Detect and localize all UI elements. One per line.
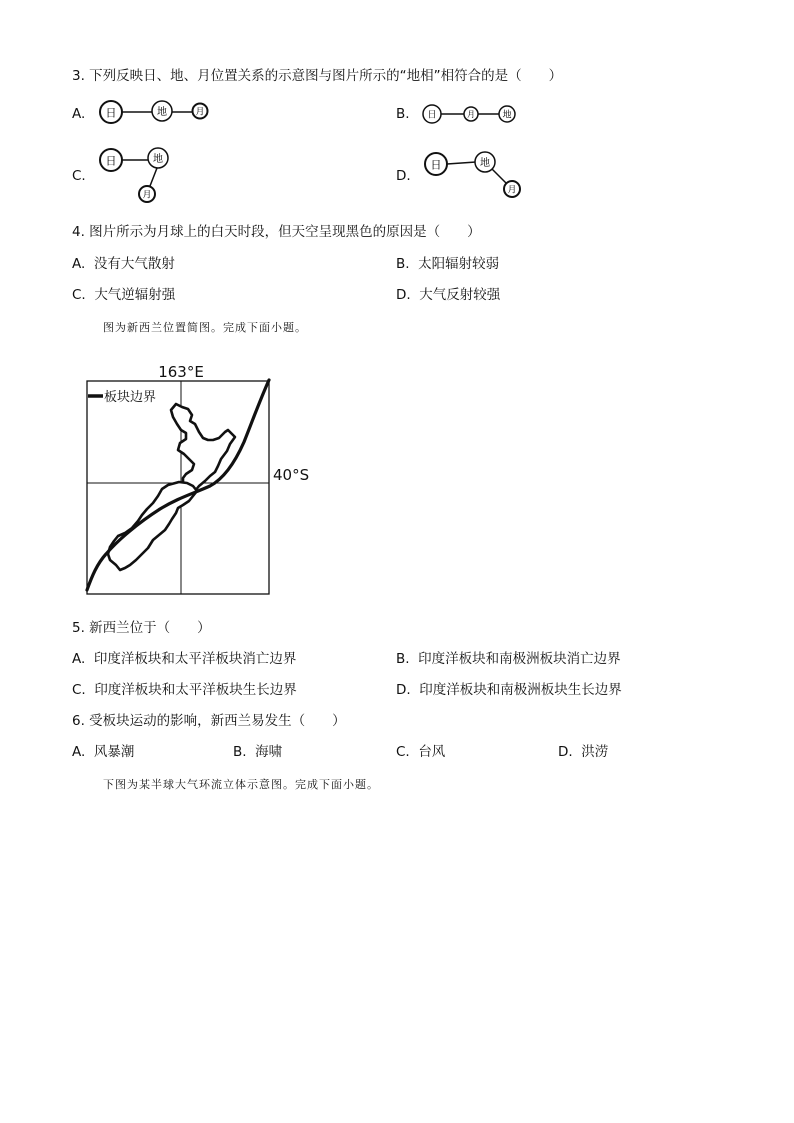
circulation-intro: 下图为某半球大气环流立体示意图。完成下面小题。 — [103, 778, 379, 791]
q5-option-d — [396, 681, 622, 699]
q4-option-b — [396, 255, 499, 273]
longitude-label: 163°E — [158, 363, 204, 381]
option-letter: C. — [72, 287, 86, 303]
q3-option-c-diagram — [95, 144, 180, 206]
new-zealand-map — [80, 360, 320, 600]
q3-option-c-letter: C. — [72, 168, 86, 184]
option-text: 印度洋板块和太平洋板块生长边界 — [94, 682, 297, 698]
earth-label: 地 — [157, 107, 167, 118]
option-text: 洪涝 — [581, 744, 609, 760]
q4-stem: 4. 图片所示为月球上的白天时段，但天空呈现黑色的原因是（ ） — [72, 224, 481, 240]
option-text: 太阳辐射较弱 — [418, 256, 500, 272]
option-letter: A. — [72, 651, 86, 667]
q6-stem: 6. 受板块运动的影响，新西兰易发生（ ） — [72, 713, 346, 729]
q3-option-a-letter: A. — [72, 106, 86, 122]
option-letter: B. — [233, 744, 247, 760]
q3-option-d-letter: D. — [396, 168, 411, 184]
latitude-label: 40°S — [273, 466, 310, 484]
option-letter: B. — [396, 651, 410, 667]
q3-option-b-diagram — [418, 102, 523, 126]
option-text: 风暴潮 — [93, 744, 135, 760]
option-letter: A. — [72, 744, 86, 760]
option-letter: C. — [72, 682, 86, 698]
q5-option-b — [396, 650, 621, 668]
option-text: 印度洋板块和南极洲板块生长边界 — [419, 682, 622, 698]
moon-label: 月 — [195, 107, 205, 118]
option-text: 海啸 — [255, 744, 283, 760]
q3-option-d-diagram — [420, 148, 525, 203]
moon-label: 月 — [467, 110, 475, 119]
q5-stem: 5. 新西兰位于（ ） — [72, 620, 211, 636]
option-letter: C. — [396, 744, 410, 760]
option-letter: D. — [396, 682, 411, 698]
sun-label: 日 — [105, 106, 117, 120]
q3-option-b-letter: B. — [396, 106, 410, 122]
q4-option-c — [72, 286, 175, 304]
q6-option-b — [233, 743, 282, 761]
option-letter: B. — [396, 256, 410, 272]
q4-option-d — [396, 286, 500, 304]
q6-option-c — [396, 743, 445, 761]
map-intro: 图为新西兰位置简图。完成下面小题。 — [103, 321, 307, 334]
q3-option-a-diagram — [95, 96, 215, 126]
earth-label: 地 — [480, 158, 490, 169]
option-text: 印度洋板块和南极洲板块消亡边界 — [418, 651, 621, 667]
earth-label: 地 — [153, 154, 163, 165]
option-text: 没有大气散射 — [93, 256, 175, 272]
option-text: 大气反射较强 — [419, 287, 501, 303]
q6-option-d — [558, 743, 608, 761]
sun-label: 日 — [427, 110, 437, 121]
option-text: 大气逆辐射强 — [94, 287, 176, 303]
q6-option-a — [72, 743, 134, 761]
legend-label: 板块边界 — [104, 390, 157, 405]
option-letter: D. — [558, 744, 573, 760]
sun-label: 日 — [105, 154, 117, 168]
earth-label: 地 — [502, 110, 512, 121]
moon-label: 月 — [142, 190, 152, 201]
moon-label: 月 — [507, 185, 517, 196]
option-text: 印度洋板块和太平洋板块消亡边界 — [93, 651, 297, 667]
option-letter: D. — [396, 287, 411, 303]
option-text: 台风 — [418, 744, 446, 760]
q4-option-a — [72, 255, 175, 273]
q5-option-c — [72, 681, 297, 699]
sun-label: 日 — [430, 158, 442, 172]
option-letter: A. — [72, 256, 86, 272]
q5-option-a — [72, 650, 296, 668]
q3-stem: 3. 下列反映日、地、月位置关系的示意图与图片所示的“地相”相符合的是（ ） — [72, 68, 563, 84]
